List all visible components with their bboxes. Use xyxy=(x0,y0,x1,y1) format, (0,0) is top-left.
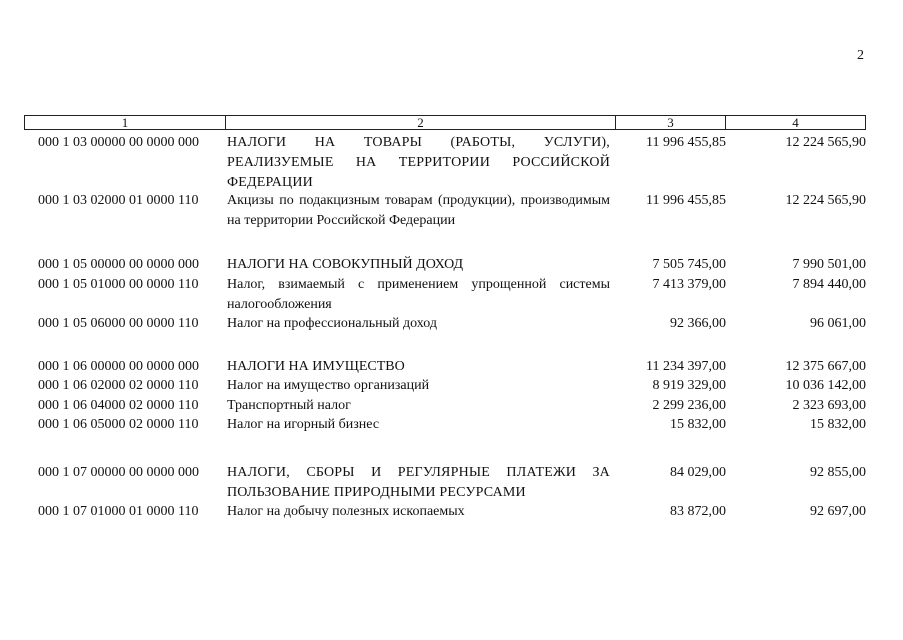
row-name: Акцизы по подакцизным товарам (продукции), производимым на территории Российской Федерации xyxy=(227,193,610,228)
header-col-4: 4 xyxy=(725,116,865,129)
row-value-4: 10 036 142,00 xyxy=(785,378,866,393)
row-code: 000 1 06 05000 02 0000 110 xyxy=(38,417,199,432)
row-value-4: 12 224 565,90 xyxy=(785,135,866,150)
row-name: НАЛОГИ НА СОВОКУПНЫЙ ДОХОД xyxy=(227,257,464,272)
table-header xyxy=(24,115,866,130)
row-value-3: 15 832,00 xyxy=(670,417,726,432)
row-value-3: 92 366,00 xyxy=(670,316,726,331)
row-code: 000 1 06 00000 00 0000 000 xyxy=(38,359,199,374)
row-code: 000 1 05 01000 00 0000 110 xyxy=(38,277,199,292)
row-value-3: 84 029,00 xyxy=(670,465,726,480)
row-code: 000 1 06 02000 02 0000 110 xyxy=(38,378,199,393)
header-col-1: 1 xyxy=(121,115,129,130)
row-value-3: 7 413 379,00 xyxy=(652,277,726,292)
row-value-3: 7 505 745,00 xyxy=(652,257,726,272)
row-value-4: 2 323 693,00 xyxy=(792,398,866,413)
row-name: НАЛОГИ НА ИМУЩЕСТВО xyxy=(227,359,405,374)
row-code: 000 1 05 06000 00 0000 110 xyxy=(38,316,199,331)
row-name: Налог на имущество организаций xyxy=(227,378,430,393)
row-value-3: 11 234 397,00 xyxy=(646,359,726,374)
header-col-3: 3 xyxy=(615,116,725,129)
page-number: 2 xyxy=(857,48,864,63)
row-value-3: 83 872,00 xyxy=(670,504,726,519)
row-value-3: 2 299 236,00 xyxy=(652,398,726,413)
row-value-4: 92 697,00 xyxy=(810,504,866,519)
row-name: Налог на добычу полезных ископаемых xyxy=(227,504,465,519)
row-code: 000 1 03 00000 00 0000 000 xyxy=(38,135,199,150)
row-value-4: 96 061,00 xyxy=(810,316,866,331)
header-col-2: 2 xyxy=(225,116,615,129)
row-value-3: 8 919 329,00 xyxy=(652,378,726,393)
row-value-4: 92 855,00 xyxy=(810,465,866,480)
row-value-4: 15 832,00 xyxy=(810,417,866,432)
row-code: 000 1 07 00000 00 0000 000 xyxy=(38,465,199,480)
row-value-4: 7 990 501,00 xyxy=(792,257,866,272)
row-value-4: 12 224 565,90 xyxy=(785,193,866,208)
row-name: НАЛОГИ, СБОРЫ И РЕГУЛЯРНЫЕ ПЛАТЕЖИ ЗА ПОЛЬЗОВАНИЕ ПРИРОДНЫМИ РЕСУРСАМИ xyxy=(227,465,610,500)
row-name: НАЛОГИ НА ТОВАРЫ (РАБОТЫ, УСЛУГИ), РЕАЛИЗУЕМЫЕ НА ТЕРРИТОРИИ РОССИЙСКОЙ ФЕДЕРАЦИИ xyxy=(227,135,610,190)
row-name: Налог на игорный бизнес xyxy=(227,417,380,432)
row-value-4: 7 894 440,00 xyxy=(792,277,866,292)
row-name: Налог на профессиональный доход xyxy=(227,316,437,331)
row-code: 000 1 07 01000 01 0000 110 xyxy=(38,504,199,519)
row-name: Налог, взимаемый с применением упрощенной системы налогообложения xyxy=(227,277,610,312)
row-code: 000 1 06 04000 02 0000 110 xyxy=(38,398,199,413)
row-value-3: 11 996 455,85 xyxy=(646,193,726,208)
row-code: 000 1 05 00000 00 0000 000 xyxy=(38,257,199,272)
row-code: 000 1 03 02000 01 0000 110 xyxy=(38,193,199,208)
row-value-4: 12 375 667,00 xyxy=(785,359,866,374)
row-name: Транспортный налог xyxy=(227,398,351,413)
row-value-3: 11 996 455,85 xyxy=(646,135,726,150)
